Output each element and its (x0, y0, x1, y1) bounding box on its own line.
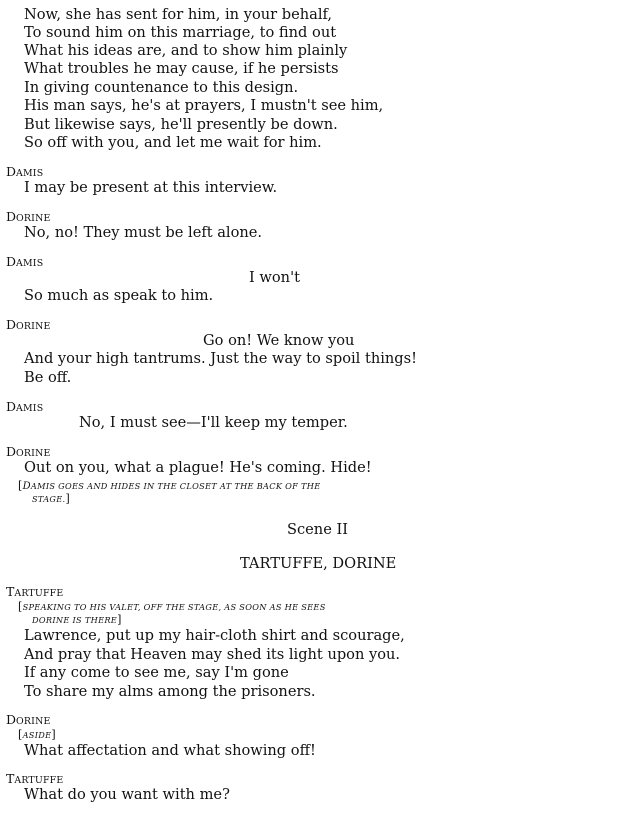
scene-title: Scene II (287, 521, 349, 538)
verse-line: Out on you, what a plague! He's coming. Hide! (24, 459, 372, 476)
speaker-dorine: DORINE (6, 209, 51, 224)
speaker-dorine: DORINE (6, 712, 51, 727)
verse-line: To share my alms among the prisoners. (24, 683, 316, 700)
verse-line: Now, she has sent for him, in your behalf, (24, 6, 333, 23)
scene-characters: TARTUFFE, DORINE (240, 555, 397, 572)
stage-direction: STAGE.] (32, 492, 71, 505)
stage-direction: DORINE IS THERE] (32, 613, 122, 626)
verse-line: And your high tantrums. Just the way to spoil things! (24, 350, 417, 367)
verse-line: But likewise says, he'll presently be down. (24, 116, 338, 133)
verse-line: In giving countenance to this design. (24, 79, 299, 96)
verse-line: Go on! We know you (203, 332, 355, 349)
verse-line: Lawrence, put up my hair-cloth shirt and scourage, (24, 627, 405, 644)
verse-line: I may be present at this interview. (24, 179, 278, 196)
speaker-tartuffe: TARTUFFE (6, 584, 64, 599)
verse-line: What affectation and what showing off! (24, 742, 316, 759)
verse-line: What do you want with me? (24, 786, 230, 803)
verse-line: Be off. (24, 369, 72, 386)
verse-line: And pray that Heaven may shed its light upon you. (24, 646, 401, 663)
speaker-damis: DAMIS (6, 254, 44, 269)
verse-line: To sound him on this marriage, to find out (24, 24, 337, 41)
verse-line: No, I must see—I'll keep my temper. (79, 414, 348, 431)
verse-line: I won't (249, 269, 300, 286)
verse-line: His man says, he's at prayers, I mustn't see him, (24, 97, 384, 114)
stage-direction: [ASIDE] (18, 728, 56, 741)
speaker-damis: DAMIS (6, 164, 44, 179)
verse-line: If any come to see me, say I'm gone (24, 664, 289, 681)
verse-line: What troubles he may cause, if he persists (24, 60, 339, 77)
speaker-dorine: DORINE (6, 444, 51, 459)
verse-line: No, no! They must be left alone. (24, 224, 263, 241)
verse-line: So off with you, and let me wait for him. (24, 134, 322, 151)
stage-direction: [SPEAKING TO HIS VALET, OFF THE STAGE, AS SOON AS HE SEES (18, 600, 326, 613)
speaker-dorine: DORINE (6, 317, 51, 332)
speaker-damis: DAMIS (6, 399, 44, 414)
verse-line: What his ideas are, and to show him plainly (24, 42, 348, 59)
stage-direction: [DAMIS GOES AND HIDES IN THE CLOSET AT THE BACK OF THE (18, 479, 321, 492)
speaker-tartuffe: TARTUFFE (6, 771, 64, 786)
verse-line: So much as speak to him. (24, 287, 214, 304)
